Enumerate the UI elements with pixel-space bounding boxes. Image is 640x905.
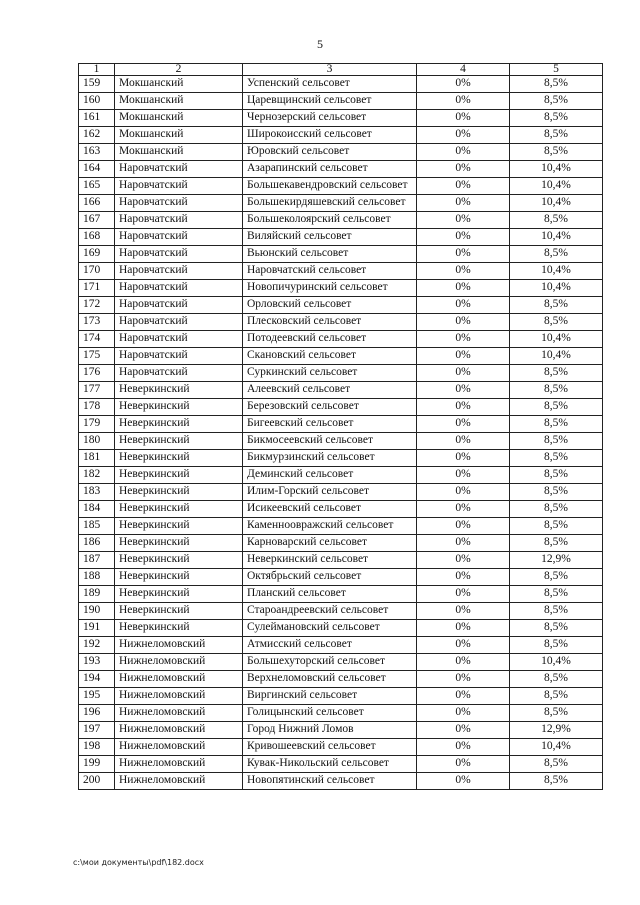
row-number: 187 <box>79 552 115 569</box>
rate-value: 0% <box>417 433 510 450</box>
row-number: 160 <box>79 93 115 110</box>
table-row <box>79 144 603 161</box>
rate-value: 8,5% <box>510 535 603 552</box>
district-name: Неверкинский <box>115 620 243 637</box>
district-name: Нижнеломовский <box>115 671 243 688</box>
settlement-name: Октябрьский сельсовет <box>243 569 417 586</box>
table-row <box>79 433 603 450</box>
rate-value: 0% <box>417 348 510 365</box>
rate-value: 0% <box>417 705 510 722</box>
rate-value: 10,4% <box>510 739 603 756</box>
settlement-name: Кривошеевский сельсовет <box>243 739 417 756</box>
table-row <box>79 586 603 603</box>
settlement-name: Скановский сельсовет <box>243 348 417 365</box>
district-name: Мокшанский <box>115 144 243 161</box>
row-number: 159 <box>79 76 115 93</box>
district-name: Нижнеломовский <box>115 637 243 654</box>
settlement-name: Юровский сельсовет <box>243 144 417 161</box>
rate-value: 8,5% <box>510 365 603 382</box>
rate-value: 0% <box>417 671 510 688</box>
rate-value: 0% <box>417 365 510 382</box>
rate-value: 10,4% <box>510 161 603 178</box>
row-number: 181 <box>79 450 115 467</box>
rate-value: 12,9% <box>510 552 603 569</box>
district-name: Неверкинский <box>115 382 243 399</box>
table-row <box>79 280 603 297</box>
rate-value: 8,5% <box>510 637 603 654</box>
table-row <box>79 722 603 739</box>
row-number: 192 <box>79 637 115 654</box>
rate-value: 10,4% <box>510 331 603 348</box>
rate-value: 0% <box>417 416 510 433</box>
settlement-name: Виляйский сельсовет <box>243 229 417 246</box>
rate-value: 10,4% <box>510 280 603 297</box>
settlement-name: Большехуторский сельсовет <box>243 654 417 671</box>
rate-value: 0% <box>417 586 510 603</box>
rate-value: 10,4% <box>510 229 603 246</box>
settlement-name: Плесковский сельсовет <box>243 314 417 331</box>
settlement-name: Бикмурзинский сельсовет <box>243 450 417 467</box>
district-name: Мокшанский <box>115 76 243 93</box>
settlement-name: Неверкинский сельсовет <box>243 552 417 569</box>
settlement-name: Планский сельсовет <box>243 586 417 603</box>
settlement-name: Березовский сельсовет <box>243 399 417 416</box>
settlement-name: Потодеевский сельсовет <box>243 331 417 348</box>
settlement-name: Чернозерский сельсовет <box>243 110 417 127</box>
district-name: Мокшанский <box>115 127 243 144</box>
rate-value: 0% <box>417 144 510 161</box>
district-name: Наровчатский <box>115 229 243 246</box>
settlement-name: Бикмосеевский сельсовет <box>243 433 417 450</box>
table-row <box>79 705 603 722</box>
district-name: Нижнеломовский <box>115 773 243 790</box>
row-number: 162 <box>79 127 115 144</box>
row-number: 167 <box>79 212 115 229</box>
row-number: 171 <box>79 280 115 297</box>
row-number: 180 <box>79 433 115 450</box>
rate-value: 8,5% <box>510 144 603 161</box>
rate-value: 8,5% <box>510 569 603 586</box>
row-number: 196 <box>79 705 115 722</box>
rate-value: 10,4% <box>510 195 603 212</box>
row-number: 175 <box>79 348 115 365</box>
table-row <box>79 671 603 688</box>
district-name: Наровчатский <box>115 314 243 331</box>
row-number: 178 <box>79 399 115 416</box>
table-row <box>79 229 603 246</box>
rate-value: 0% <box>417 246 510 263</box>
rate-value: 0% <box>417 161 510 178</box>
table-row <box>79 127 603 144</box>
table-row <box>79 297 603 314</box>
table-row <box>79 501 603 518</box>
rate-value: 0% <box>417 739 510 756</box>
settlement-name: Деминский сельсовет <box>243 467 417 484</box>
district-name: Мокшанский <box>115 110 243 127</box>
district-name: Наровчатский <box>115 246 243 263</box>
rate-value: 12,9% <box>510 722 603 739</box>
row-number: 169 <box>79 246 115 263</box>
column-header: 5 <box>510 64 603 76</box>
district-name: Наровчатский <box>115 195 243 212</box>
row-number: 165 <box>79 178 115 195</box>
district-name: Нижнеломовский <box>115 739 243 756</box>
district-name: Неверкинский <box>115 450 243 467</box>
rate-value: 0% <box>417 93 510 110</box>
page-number: 5 <box>317 37 323 51</box>
rate-value: 0% <box>417 535 510 552</box>
rate-value: 8,5% <box>510 382 603 399</box>
row-number: 195 <box>79 688 115 705</box>
rate-value: 8,5% <box>510 518 603 535</box>
district-name: Нижнеломовский <box>115 722 243 739</box>
district-name: Нижнеломовский <box>115 654 243 671</box>
row-number: 188 <box>79 569 115 586</box>
rate-value: 8,5% <box>510 246 603 263</box>
district-name: Неверкинский <box>115 467 243 484</box>
row-number: 177 <box>79 382 115 399</box>
rate-value: 0% <box>417 110 510 127</box>
rate-value: 8,5% <box>510 76 603 93</box>
settlement-name: Царевщинский сельсовет <box>243 93 417 110</box>
row-number: 193 <box>79 654 115 671</box>
table-row <box>79 688 603 705</box>
district-name: Наровчатский <box>115 331 243 348</box>
rate-value: 0% <box>417 399 510 416</box>
settlement-name: Сулеймановский сельсовет <box>243 620 417 637</box>
district-name: Неверкинский <box>115 399 243 416</box>
district-name: Неверкинский <box>115 535 243 552</box>
settlement-name: Азарапинский сельсовет <box>243 161 417 178</box>
rate-value: 8,5% <box>510 756 603 773</box>
table-row <box>79 161 603 178</box>
row-number: 168 <box>79 229 115 246</box>
column-numbers-row <box>79 64 603 76</box>
row-number: 161 <box>79 110 115 127</box>
data-table <box>78 63 603 790</box>
table-row <box>79 246 603 263</box>
rate-value: 8,5% <box>510 705 603 722</box>
rate-value: 8,5% <box>510 450 603 467</box>
rate-value: 0% <box>417 229 510 246</box>
district-name: Наровчатский <box>115 348 243 365</box>
settlement-name: Голицынский сельсовет <box>243 705 417 722</box>
rate-value: 0% <box>417 569 510 586</box>
row-number: 170 <box>79 263 115 280</box>
district-name: Неверкинский <box>115 416 243 433</box>
rate-value: 0% <box>417 467 510 484</box>
district-name: Неверкинский <box>115 569 243 586</box>
rate-value: 8,5% <box>510 416 603 433</box>
table-row <box>79 178 603 195</box>
rate-value: 0% <box>417 178 510 195</box>
table-row <box>79 654 603 671</box>
rate-value: 8,5% <box>510 110 603 127</box>
settlement-name: Наровчатский сельсовет <box>243 263 417 280</box>
rate-value: 8,5% <box>510 314 603 331</box>
settlement-name: Новопичуринский сельсовет <box>243 280 417 297</box>
rate-value: 8,5% <box>510 399 603 416</box>
settlement-name: Алеевский сельсовет <box>243 382 417 399</box>
row-number: 173 <box>79 314 115 331</box>
settlement-name: Верхнеломовский сельсовет <box>243 671 417 688</box>
rate-value: 0% <box>417 450 510 467</box>
settlement-name: Илим-Горский сельсовет <box>243 484 417 501</box>
table-row <box>79 620 603 637</box>
rate-value: 0% <box>417 722 510 739</box>
row-number: 200 <box>79 773 115 790</box>
district-name: Наровчатский <box>115 280 243 297</box>
district-name: Наровчатский <box>115 212 243 229</box>
rate-value: 0% <box>417 382 510 399</box>
rate-value: 0% <box>417 280 510 297</box>
rate-value: 0% <box>417 637 510 654</box>
row-number: 189 <box>79 586 115 603</box>
settlement-name: Староандреевский сельсовет <box>243 603 417 620</box>
district-name: Неверкинский <box>115 603 243 620</box>
rate-value: 10,4% <box>510 348 603 365</box>
settlement-name: Большекирдяшевский сельсовет <box>243 195 417 212</box>
row-number: 176 <box>79 365 115 382</box>
rate-value: 0% <box>417 195 510 212</box>
settlement-name: Новопятинский сельсовет <box>243 773 417 790</box>
district-name: Наровчатский <box>115 365 243 382</box>
table-row <box>79 773 603 790</box>
table-row <box>79 450 603 467</box>
rate-value: 0% <box>417 620 510 637</box>
row-number: 172 <box>79 297 115 314</box>
rate-value: 0% <box>417 654 510 671</box>
district-name: Нижнеломовский <box>115 756 243 773</box>
table-row <box>79 76 603 93</box>
rate-value: 0% <box>417 501 510 518</box>
district-name: Нижнеломовский <box>115 688 243 705</box>
rate-value: 0% <box>417 484 510 501</box>
settlement-name: Каменноовражский сельсовет <box>243 518 417 535</box>
district-name: Неверкинский <box>115 433 243 450</box>
table-row <box>79 756 603 773</box>
rate-value: 8,5% <box>510 671 603 688</box>
settlement-name: Исикеевский сельсовет <box>243 501 417 518</box>
rate-value: 0% <box>417 263 510 280</box>
rate-value: 8,5% <box>510 212 603 229</box>
table-row <box>79 314 603 331</box>
district-name: Наровчатский <box>115 297 243 314</box>
rate-value: 10,4% <box>510 654 603 671</box>
row-number: 197 <box>79 722 115 739</box>
table-row <box>79 569 603 586</box>
file-path-footer: c:\мои документы\pdf\182.docx <box>73 858 204 867</box>
row-number: 184 <box>79 501 115 518</box>
rate-value: 0% <box>417 756 510 773</box>
rate-value: 0% <box>417 552 510 569</box>
district-name: Мокшанский <box>115 93 243 110</box>
settlement-name: Большекавендровский сельсовет <box>243 178 417 195</box>
row-number: 163 <box>79 144 115 161</box>
rate-value: 0% <box>417 314 510 331</box>
row-number: 199 <box>79 756 115 773</box>
rate-value: 0% <box>417 688 510 705</box>
district-name: Неверкинский <box>115 586 243 603</box>
row-number: 166 <box>79 195 115 212</box>
settlement-name: Орловский сельсовет <box>243 297 417 314</box>
rate-value: 8,5% <box>510 603 603 620</box>
district-name: Неверкинский <box>115 501 243 518</box>
row-number: 182 <box>79 467 115 484</box>
district-name: Неверкинский <box>115 484 243 501</box>
table-row <box>79 195 603 212</box>
column-header: 4 <box>417 64 510 76</box>
settlement-name: Вьюнский сельсовет <box>243 246 417 263</box>
settlement-name: Бигеевский сельсовет <box>243 416 417 433</box>
table-row <box>79 416 603 433</box>
row-number: 179 <box>79 416 115 433</box>
rate-value: 8,5% <box>510 620 603 637</box>
rate-value: 8,5% <box>510 467 603 484</box>
district-name: Наровчатский <box>115 263 243 280</box>
table-row <box>79 365 603 382</box>
settlement-name: Большеколояpский сельсовет <box>243 212 417 229</box>
table-row <box>79 382 603 399</box>
rate-value: 10,4% <box>510 178 603 195</box>
rate-value: 0% <box>417 76 510 93</box>
table-row <box>79 518 603 535</box>
row-number: 174 <box>79 331 115 348</box>
settlement-name: Успенский сельсовет <box>243 76 417 93</box>
row-number: 198 <box>79 739 115 756</box>
table-row <box>79 110 603 127</box>
table-row <box>79 637 603 654</box>
table-row <box>79 552 603 569</box>
rate-value: 0% <box>417 331 510 348</box>
row-number: 191 <box>79 620 115 637</box>
rate-value: 8,5% <box>510 688 603 705</box>
table-row <box>79 535 603 552</box>
settlement-name: Широкоисский сельсовет <box>243 127 417 144</box>
table-row <box>79 93 603 110</box>
rate-value: 0% <box>417 127 510 144</box>
rate-value: 0% <box>417 773 510 790</box>
settlement-name: Суркинский сельсовет <box>243 365 417 382</box>
settlement-name: Кувак-Никольский сельсовет <box>243 756 417 773</box>
table-row <box>79 484 603 501</box>
table-row <box>79 399 603 416</box>
rate-value: 8,5% <box>510 127 603 144</box>
district-name: Нижнеломовский <box>115 705 243 722</box>
rate-value: 8,5% <box>510 297 603 314</box>
rate-value: 8,5% <box>510 93 603 110</box>
column-header: 3 <box>243 64 417 76</box>
rate-value: 0% <box>417 212 510 229</box>
district-name: Неверкинский <box>115 552 243 569</box>
row-number: 164 <box>79 161 115 178</box>
table-row <box>79 212 603 229</box>
rate-value: 8,5% <box>510 501 603 518</box>
rate-value: 8,5% <box>510 773 603 790</box>
settlement-name: Виргинский сельсовет <box>243 688 417 705</box>
settlement-name: Город Нижний Ломов <box>243 722 417 739</box>
column-header: 2 <box>115 64 243 76</box>
table-row <box>79 331 603 348</box>
rate-value: 8,5% <box>510 433 603 450</box>
row-number: 194 <box>79 671 115 688</box>
row-number: 190 <box>79 603 115 620</box>
rate-value: 0% <box>417 518 510 535</box>
rate-value: 10,4% <box>510 263 603 280</box>
row-number: 186 <box>79 535 115 552</box>
district-name: Неверкинский <box>115 518 243 535</box>
table-row <box>79 739 603 756</box>
table-row <box>79 467 603 484</box>
rate-value: 8,5% <box>510 484 603 501</box>
rate-value: 8,5% <box>510 586 603 603</box>
settlement-name: Карноварский сельсовет <box>243 535 417 552</box>
rate-value: 0% <box>417 297 510 314</box>
settlement-name: Атмисский сельсовет <box>243 637 417 654</box>
row-number: 185 <box>79 518 115 535</box>
row-number: 183 <box>79 484 115 501</box>
column-header: 1 <box>79 64 115 76</box>
table-row <box>79 263 603 280</box>
table-row <box>79 348 603 365</box>
rate-value: 0% <box>417 603 510 620</box>
district-name: Наровчатский <box>115 178 243 195</box>
district-name: Наровчатский <box>115 161 243 178</box>
table-row <box>79 603 603 620</box>
